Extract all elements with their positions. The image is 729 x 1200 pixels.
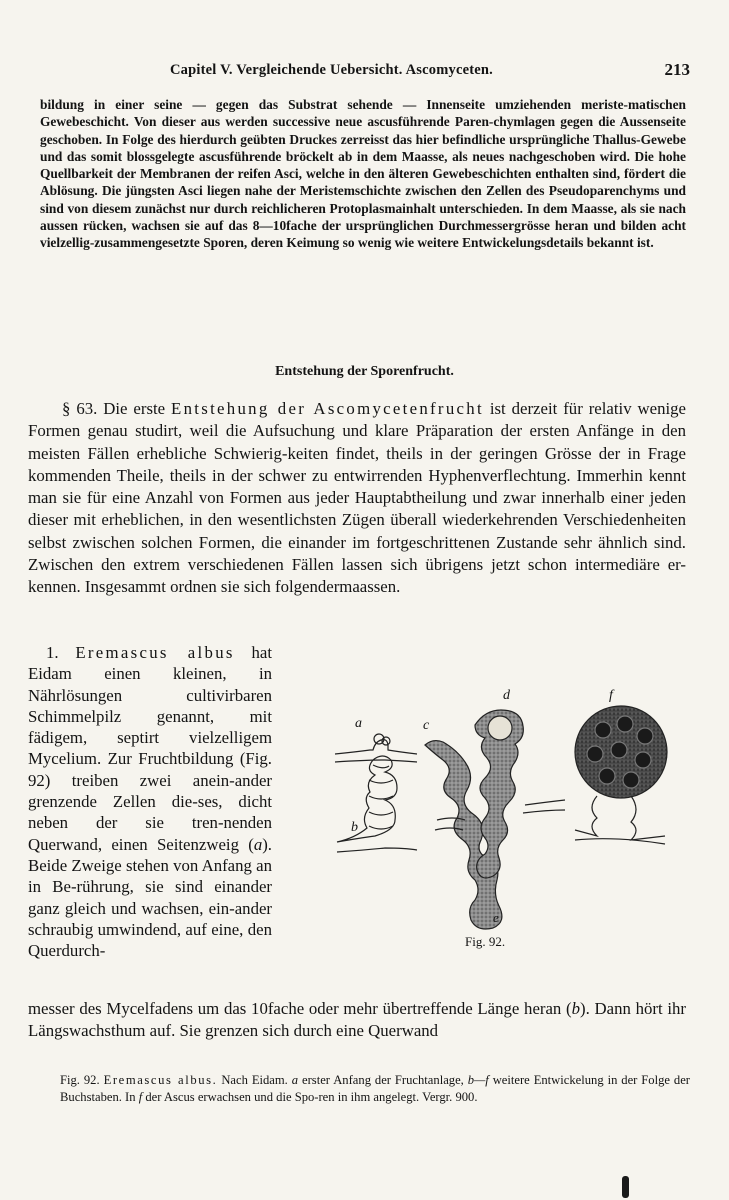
continuation-a: messer des Mycelfadens um das 10fache oder mehr übertreffende Länge heran ( xyxy=(28,999,572,1018)
figure-label-c: c xyxy=(423,718,430,733)
figure-92 xyxy=(325,680,695,960)
figure-label-f: f xyxy=(609,688,613,703)
paragraph-rest: ist derzeit für relativ wenige Formen genau studirt, weil die Aufsuchung und klare Präparation der ersten Anfänge in den meisten Fällen erhebliche Schwierig-keiten findet, theils in der geringen Grösse der in Frage kommenden Theile, theils in der schwer zu entwirrenden Hyphenverflechtung. Immerhin kennt man sie für eine Anzahl von Formen aus jeder Hauptabtheilung und zwar innerhalb einer jeden dieser mit erheblichen, in den wesentlichsten Zügen überall wiederkehrenden Verschiedenheiten selbst zwischen solchen Formen, die einander im fortgeschrittenen Zustande sehr ähnlich sind. Zwischen den extrem verschiedenen Fällen lassen sich übrigens jetzt schon intermediäre er-kennen. Insgesammt ordnen sie sich folgendermaassen. xyxy=(28,399,686,597)
item-text-a: hat Eidam einen kleinen, in Nährlösungen cultivirbaren Schimmelpilz genannt, mit fädigem, septirt vielzelligem Mycelium. Zur Fruchtbildung (Fig. 92) treiben zwei anein-ander grenzende Zellen die-ses, dicht neben der sie tren-nenden Querwand, einen Seitenzweig ( xyxy=(28,643,273,854)
ref-a: a xyxy=(253,834,263,854)
figure-label-d: d xyxy=(503,688,510,703)
stage-c-d-e-drawing xyxy=(425,710,565,929)
caption-text-3: weitere Entwickelung in der Folge der Buchstaben. In xyxy=(60,1073,690,1104)
caption-species: Eremascus albus. xyxy=(103,1073,218,1087)
running-title: Capitel V. Vergleichende Uebersicht. Ascomyceten. xyxy=(170,62,493,78)
ref-b: b xyxy=(571,999,581,1018)
continuation-b: ). Dann hört ihr Längswachsthum auf. Sie grenzen sich durch eine Querwand xyxy=(28,999,686,1041)
figure-illustration xyxy=(325,680,695,960)
section-63-paragraph xyxy=(28,398,686,599)
spaced-term: Entstehung der Ascomycetenfrucht xyxy=(171,399,484,418)
caption-text-1: Nach Eidam. xyxy=(221,1073,288,1087)
section-heading: Entstehung der Sporenfrucht. xyxy=(275,364,454,379)
caption-ref-bf: b—f xyxy=(467,1073,489,1087)
lead-text: Die erste xyxy=(103,399,166,418)
species-name: Eremascus albus xyxy=(75,643,235,662)
item-text-b: ). Beide Zweige stehen von Anfang an in Be-rührung, sie sind einander ganz gleich und wachsen, ein-ander schraubig umwindend, auf eine, den Querdurch- xyxy=(28,834,272,961)
figure-number: Fig. 92. xyxy=(465,934,506,949)
caption-ref-a: a xyxy=(291,1073,299,1087)
page-number: 213 xyxy=(664,60,690,79)
section-number: § 63. xyxy=(62,399,98,418)
stage-f-drawing xyxy=(575,706,667,844)
caption-ref-f: f xyxy=(138,1090,143,1104)
figure-label-a: a xyxy=(355,716,362,731)
figure-caption xyxy=(60,1072,690,1106)
page-header xyxy=(40,60,690,84)
scan-mark xyxy=(622,1176,629,1198)
caption-text-4: der Ascus erwachsen und die Spo-ren in ihm angelegt. Vergr. 900. xyxy=(145,1090,478,1104)
caption-fig-ref: Fig. 92. xyxy=(60,1073,100,1087)
figure-label-e: e xyxy=(493,910,499,925)
item-1-paragraph xyxy=(28,642,272,961)
figure-label-b: b xyxy=(351,820,358,835)
caption-text-2: erster Anfang der Fruchtanlage, xyxy=(302,1073,464,1087)
stage-b-drawing xyxy=(337,756,417,852)
item-number: 1. xyxy=(46,643,59,662)
paragraph-continuation: bildung in einer seine — gegen das Substrat sehende — Innenseite umziehenden meriste-matischen Gewebeschicht. Von dieser aus werden successive neue ascusführende Paren-chymlagen gegen die Aussenseite geschoben. In Folge des hierdurch geübten Druckes zerreisst das hier befindliche ursprüngliche Thallus-Gewebe und das somit blossgelegte ascusführende bröckelt ab in dem Maasse, als neues nachgeschoben wird. Die hohe Quellbarkeit der Membranen der reifen Asci, welche in den älteren Gewebeschichten enthalten sind, fördert die Ablösung. Die jüngsten Asci liegen nahe der Meristemschichte zwischen den Zellen des Pseudoparenchyms und sind von diesem zunächst nur durch reichlicheren Protoplasmainhalt unterschieden. In dem Maasse, als sie nach aussen rücken, wachsen sie auf das 8—10fache der ursprünglichen Durchmessergrösse heran und bilden acht vielzellig-zusammengesetzte Sporen, deren Keimung so wenig wie weitere Entwickelungsdetails bekannt ist. xyxy=(40,97,686,251)
item-1-continuation xyxy=(28,998,686,1043)
